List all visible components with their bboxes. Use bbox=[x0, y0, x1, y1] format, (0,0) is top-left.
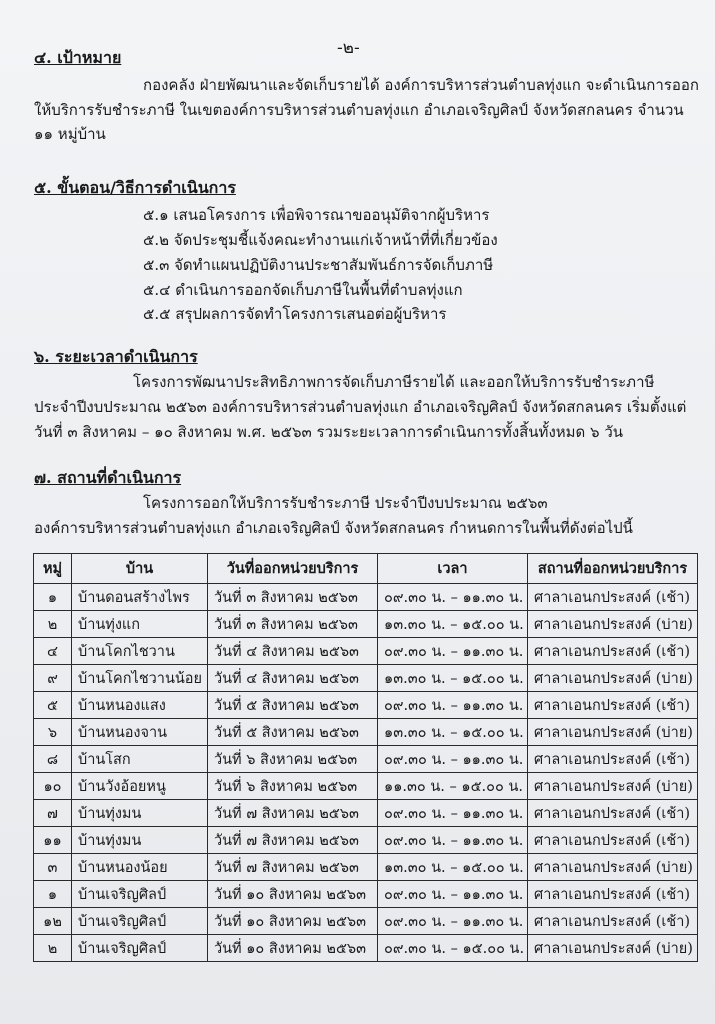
table-row bbox=[34, 854, 698, 881]
section-6-line: โครงการพัฒนาประสิทธิภาพการจัดเก็บภาษีรายได้ และออกให้บริการรับชำระภาษี bbox=[133, 373, 655, 391]
cell-date: วันที่ ๗ สิงหาคม ๒๕๖๓ bbox=[208, 854, 378, 881]
header-date: วันที่ออกหน่วยบริการ bbox=[208, 554, 378, 584]
cell-time: ๑๑.๓๐ น. – ๑๕.๐๐ น. bbox=[378, 773, 528, 800]
cell-place: ศาลาเอนกประสงค์ (เช้า) bbox=[528, 746, 698, 773]
cell-village: บ้านหนองจาน bbox=[72, 719, 208, 746]
cell-date: วันที่ ๑๐ สิงหาคม ๒๕๖๓ bbox=[208, 881, 378, 908]
table-row bbox=[34, 800, 698, 827]
cell-time: ๐๙.๓๐ น. – ๑๑.๓๐ น. bbox=[378, 827, 528, 854]
cell-village: บ้านทุ่งมน bbox=[72, 800, 208, 827]
section-7-line: โครงการออกให้บริการรับชำระภาษี ประจำปีงบประมาณ ๒๕๖๓ bbox=[143, 494, 548, 512]
section-4-heading: ๔. เป้าหมาย bbox=[34, 48, 122, 67]
cell-time: ๐๙.๓๐ น. – ๑๕.๐๐ น. bbox=[378, 935, 528, 962]
step-item: ๕.๕ สรุปผลการจัดทำโครงการเสนอต่อผู้บริหาร bbox=[143, 305, 447, 323]
table-row bbox=[34, 584, 698, 611]
table-row bbox=[34, 719, 698, 746]
cell-village: บ้านทุ่งแก bbox=[72, 611, 208, 638]
table-header-row bbox=[34, 554, 698, 584]
cell-place: ศาลาเอนกประสงค์ (เช้า) bbox=[528, 908, 698, 935]
cell-date: วันที่ ๖ สิงหาคม ๒๕๖๓ bbox=[208, 746, 378, 773]
cell-date: วันที่ ๕ สิงหาคม ๒๕๖๓ bbox=[208, 692, 378, 719]
cell-moo: ๑๒ bbox=[34, 908, 72, 935]
cell-time: ๑๓.๓๐ น. – ๑๕.๐๐ น. bbox=[378, 854, 528, 881]
cell-village: บ้านดอนสร้างไพร bbox=[72, 584, 208, 611]
cell-time: ๑๓.๓๐ น. – ๑๕.๐๐ น. bbox=[378, 665, 528, 692]
cell-date: วันที่ ๑๐ สิงหาคม ๒๕๖๓ bbox=[208, 935, 378, 962]
cell-moo: ๕ bbox=[34, 692, 72, 719]
table-row bbox=[34, 638, 698, 665]
header-village: บ้าน bbox=[72, 554, 208, 584]
cell-place: ศาลาเอนกประสงค์ (เช้า) bbox=[528, 638, 698, 665]
section-4-line: กองคลัง ฝ่ายพัฒนาและจัดเก็บรายได้ องค์การบริหารส่วนตำบลทุ่งแก จะดำเนินการออก bbox=[143, 76, 699, 94]
section-5-heading: ๕. ขั้นตอน/วิธีการดำเนินการ bbox=[34, 178, 236, 197]
page-number: -๒- bbox=[337, 38, 360, 58]
step-item: ๕.๔ ดำเนินการออกจัดเก็บภาษีในพื้นที่ตำบลทุ่งแก bbox=[143, 281, 463, 299]
cell-village: บ้านทุ่งมน bbox=[72, 827, 208, 854]
cell-time: ๐๙.๓๐ น. – ๑๑.๓๐ น. bbox=[378, 692, 528, 719]
cell-date: วันที่ ๗ สิงหาคม ๒๕๖๓ bbox=[208, 800, 378, 827]
table-row bbox=[34, 935, 698, 962]
section-6-heading: ๖. ระยะเวลาดำเนินการ bbox=[34, 347, 198, 366]
section-7-heading: ๗. สถานที่ดำเนินการ bbox=[34, 468, 182, 487]
cell-moo: ๑๐ bbox=[34, 773, 72, 800]
table-row bbox=[34, 746, 698, 773]
cell-place: ศาลาเอนกประสงค์ (บ่าย) bbox=[528, 719, 698, 746]
table-row bbox=[34, 665, 698, 692]
cell-place: ศาลาเอนกประสงค์ (บ่าย) bbox=[528, 935, 698, 962]
cell-place: ศาลาเอนกประสงค์ (เช้า) bbox=[528, 881, 698, 908]
cell-moo: ๓ bbox=[34, 854, 72, 881]
cell-place: ศาลาเอนกประสงค์ (เช้า) bbox=[528, 692, 698, 719]
section-4-line: ๑๑ หมู่บ้าน bbox=[34, 125, 106, 143]
section-6-line: วันที่ ๓ สิงหาคม – ๑๐ สิงหาคม พ.ศ. ๒๕๖๓ รวมระยะเวลาการดำเนินการทั้งสิ้นทั้งหมด ๖ วัน bbox=[34, 423, 624, 441]
cell-date: วันที่ ๕ สิงหาคม ๒๕๖๓ bbox=[208, 719, 378, 746]
cell-time: ๐๙.๓๐ น. – ๑๑.๓๐ น. bbox=[378, 800, 528, 827]
cell-date: วันที่ ๔ สิงหาคม ๒๕๖๓ bbox=[208, 638, 378, 665]
cell-moo: ๗ bbox=[34, 800, 72, 827]
cell-place: ศาลาเอนกประสงค์ (บ่าย) bbox=[528, 773, 698, 800]
cell-date: วันที่ ๖ สิงหาคม ๒๕๖๓ bbox=[208, 773, 378, 800]
cell-date: วันที่ ๑๐ สิงหาคม ๒๕๖๓ bbox=[208, 908, 378, 935]
step-item: ๕.๒ จัดประชุมชี้แจ้งคณะทำงานแก่เจ้าหน้าที่ที่เกี่ยวข้อง bbox=[143, 231, 498, 249]
cell-village: บ้านวังอ้อยหนู bbox=[72, 773, 208, 800]
cell-moo: ๑ bbox=[34, 584, 72, 611]
cell-time: ๐๙.๓๐ น. – ๑๑.๓๐ น. bbox=[378, 584, 528, 611]
cell-place: ศาลาเอนกประสงค์ (บ่าย) bbox=[528, 611, 698, 638]
cell-moo: ๔ bbox=[34, 638, 72, 665]
cell-moo: ๑ bbox=[34, 881, 72, 908]
cell-moo: ๖ bbox=[34, 719, 72, 746]
cell-place: ศาลาเอนกประสงค์ (เช้า) bbox=[528, 584, 698, 611]
header-place: สถานที่ออกหน่วยบริการ bbox=[528, 554, 698, 584]
header-moo: หมู่ bbox=[34, 554, 72, 584]
cell-time: ๐๙.๓๐ น. – ๑๑.๓๐ น. bbox=[378, 638, 528, 665]
cell-moo: ๙ bbox=[34, 665, 72, 692]
cell-moo: ๒ bbox=[34, 611, 72, 638]
table-row bbox=[34, 908, 698, 935]
cell-village: บ้านโสก bbox=[72, 746, 208, 773]
cell-moo: ๘ bbox=[34, 746, 72, 773]
cell-place: ศาลาเอนกประสงค์ (เช้า) bbox=[528, 800, 698, 827]
cell-moo: ๑๑ bbox=[34, 827, 72, 854]
section-4-line: ให้บริการรับชำระภาษี ในเขตองค์การบริหารส่วนตำบลทุ่งแก อำเภอเจริญศิลป์ จังหวัดสกลนคร จำนวน bbox=[34, 101, 684, 119]
cell-date: วันที่ ๗ สิงหาคม ๒๕๖๓ bbox=[208, 827, 378, 854]
table-row bbox=[34, 773, 698, 800]
cell-village: บ้านเจริญศิลป์ bbox=[72, 881, 208, 908]
cell-place: ศาลาเอนกประสงค์ (บ่าย) bbox=[528, 854, 698, 881]
cell-village: บ้านโคกไชวานน้อย bbox=[72, 665, 208, 692]
cell-place: ศาลาเอนกประสงค์ (เช้า) bbox=[528, 827, 698, 854]
header-time: เวลา bbox=[378, 554, 528, 584]
cell-moo: ๒ bbox=[34, 935, 72, 962]
step-item: ๕.๓ จัดทำแผนปฏิบัติงานประชาสัมพันธ์การจัดเก็บภาษี bbox=[143, 256, 494, 274]
cell-date: วันที่ ๓ สิงหาคม ๒๕๖๓ bbox=[208, 584, 378, 611]
cell-time: ๑๓.๓๐ น. – ๑๕.๐๐ น. bbox=[378, 719, 528, 746]
cell-village: บ้านหนองแสง bbox=[72, 692, 208, 719]
cell-time: ๐๙.๓๐ น. – ๑๑.๓๐ น. bbox=[378, 908, 528, 935]
cell-village: บ้านเจริญศิลป์ bbox=[72, 935, 208, 962]
cell-village: บ้านโคกไชวาน bbox=[72, 638, 208, 665]
cell-date: วันที่ ๔ สิงหาคม ๒๕๖๓ bbox=[208, 665, 378, 692]
cell-time: ๑๓.๓๐ น. – ๑๕.๐๐ น. bbox=[378, 611, 528, 638]
table-row bbox=[34, 611, 698, 638]
cell-time: ๐๙.๓๐ น. – ๑๑.๓๐ น. bbox=[378, 746, 528, 773]
table-row bbox=[34, 827, 698, 854]
cell-date: วันที่ ๓ สิงหาคม ๒๕๖๓ bbox=[208, 611, 378, 638]
section-7-line: องค์การบริหารส่วนตำบลทุ่งแก อำเภอเจริญศิลป์ จังหวัดสกลนคร กำหนดการในพื้นที่ดังต่อไปนี้ bbox=[34, 519, 633, 537]
cell-village: บ้านหนองน้อย bbox=[72, 854, 208, 881]
table-row bbox=[34, 881, 698, 908]
cell-place: ศาลาเอนกประสงค์ (บ่าย) bbox=[528, 665, 698, 692]
section-6-line: ประจำปีงบประมาณ ๒๕๖๓ องค์การบริหารส่วนตำบลทุ่งแก อำเภอเจริญศิลป์ จังหวัดสกลนคร เริ่มตั้งแต่ bbox=[34, 398, 687, 416]
cell-time: ๐๙.๓๐ น. – ๑๑.๓๐ น. bbox=[378, 881, 528, 908]
table-row bbox=[34, 692, 698, 719]
schedule-table bbox=[33, 553, 698, 962]
cell-village: บ้านเจริญศิลป์ bbox=[72, 908, 208, 935]
step-item: ๕.๑ เสนอโครงการ เพื่อพิจารณาขออนุมัติจากผู้บริหาร bbox=[143, 206, 490, 224]
